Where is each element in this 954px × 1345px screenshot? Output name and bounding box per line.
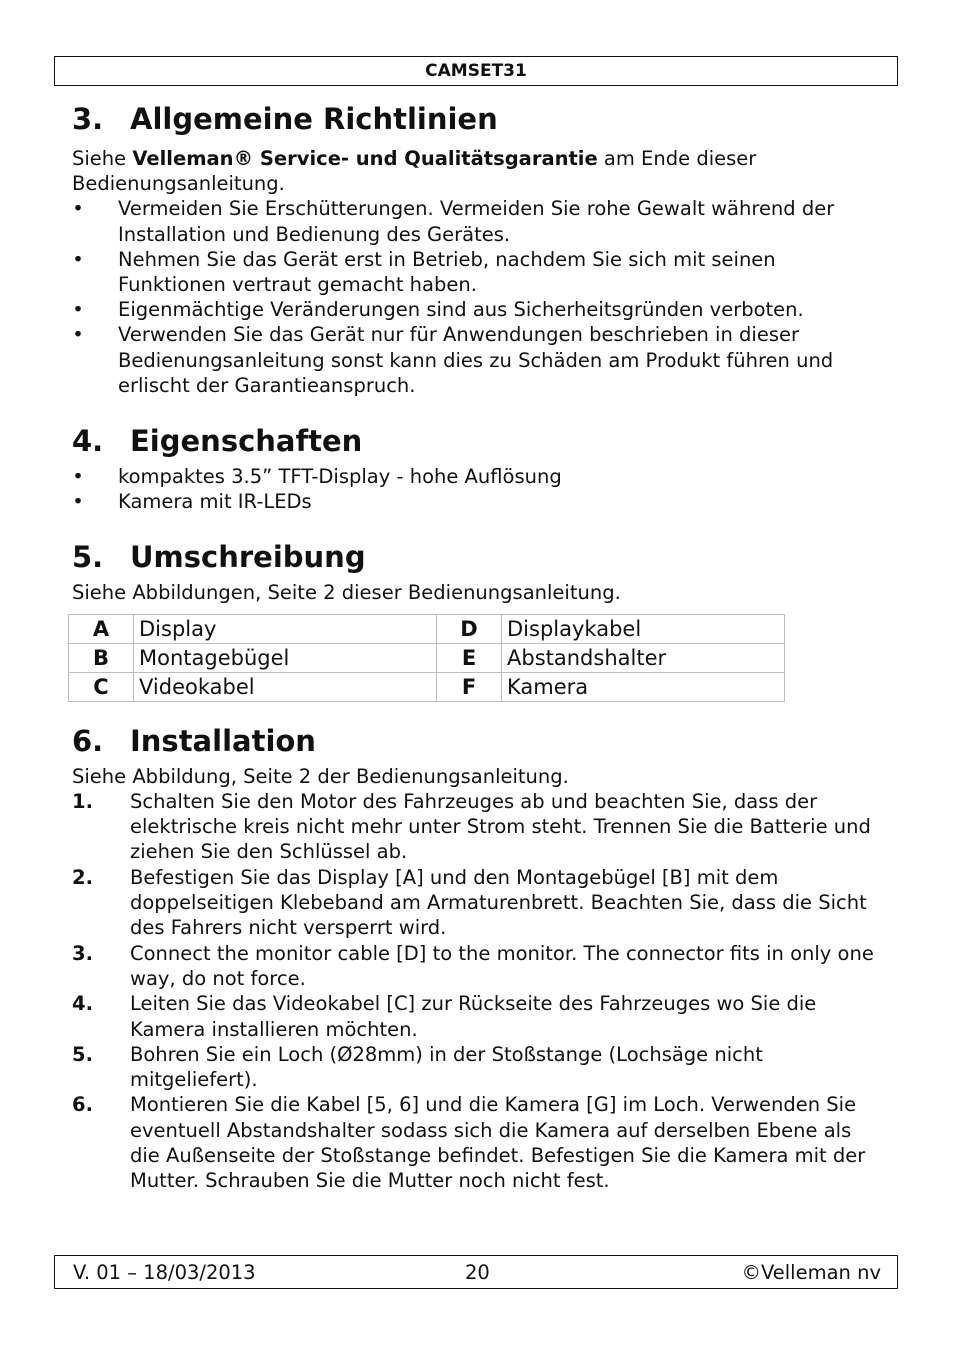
part-name: Display [134, 614, 437, 643]
part-name: Videokabel [134, 672, 437, 701]
step-number: 6. [72, 1093, 93, 1117]
copyright: ©Velleman nv [741, 1261, 881, 1284]
section-number: 3. [72, 102, 104, 136]
section-intro: Siehe Abbildung, Seite 2 der Bedienungsanleitung. [72, 764, 569, 788]
part-name: Displaykabel [502, 614, 785, 643]
section-installation [72, 720, 882, 1194]
part-name: Abstandshalter [502, 643, 785, 672]
step-text: Connect the monitor cable [D] to the monitor. The connector fits in only one way, do not force. [130, 941, 874, 990]
section-features [72, 420, 882, 514]
bullet-icon: • [72, 298, 84, 322]
section-title: Eigenschaften [130, 424, 363, 459]
feature-list [72, 464, 882, 514]
part-name: Kamera [502, 672, 785, 701]
step-number: 1. [72, 789, 93, 813]
part-letter: F [437, 672, 502, 701]
part-letter: B [69, 643, 134, 672]
list-item [72, 196, 882, 246]
page-number: 20 [465, 1261, 490, 1284]
step-item [72, 1042, 882, 1093]
section-title: Installation [130, 723, 316, 758]
section-heading [72, 720, 882, 762]
table-row [69, 643, 785, 672]
step-number: 5. [72, 1042, 93, 1066]
section-general-guidelines [72, 98, 882, 398]
list-item [72, 247, 882, 297]
guideline-list [72, 196, 882, 398]
table-row [69, 614, 785, 643]
document-footer [54, 1255, 898, 1289]
part-letter: D [437, 614, 502, 643]
list-item-text: Vermeiden Sie Erschütterungen. Vermeiden Sie rohe Gewalt während der Installation und Bedienung des Gerätes. [118, 197, 835, 246]
intro-text: am Ende dieser Bedienungsanleitung. [72, 147, 757, 196]
section-intro: Siehe Abbildungen, Seite 2 dieser Bedienungsanleitung. [72, 581, 621, 605]
warranty-reference: Velleman® Service- und Qualitätsgarantie [132, 147, 598, 170]
section-title: Allgemeine Richtlinien [130, 102, 498, 136]
section-intro [72, 146, 882, 196]
step-item [72, 991, 882, 1042]
part-name: Montagebügel [134, 643, 437, 672]
section-heading [72, 536, 882, 578]
list-item-text: Nehmen Sie das Gerät erst in Betrieb, nachdem Sie sich mit seinen Funktionen vertraut gemacht haben. [118, 247, 776, 297]
section-description [72, 536, 882, 701]
part-letter: E [437, 643, 502, 672]
section-heading [72, 98, 882, 140]
step-text: Montieren Sie die Kabel [5, 6] und die Kamera [G] im Loch. Verwenden Sie eventuell Abstandshalter sodass sich die Kamera auf derselben Ebene als die Außenseite der Stoßstange befindet. Befestigen Sie die Kamera mit der Mutter. Schrauben Sie die Mutter noch nicht fest. [130, 1093, 866, 1193]
step-text: Schalten Sie den Motor des Fahrzeuges ab und beachten Sie, dass der elektrische kreis nicht mehr unter Strom steht. Trennen Sie die Batterie und ziehen Sie den Schlüssel ab. [130, 789, 871, 864]
installation-steps [72, 789, 882, 1194]
step-item [72, 1092, 882, 1193]
section-number: 5. [72, 540, 104, 575]
bullet-icon: • [72, 247, 84, 271]
list-item [72, 297, 882, 322]
step-text: Bohren Sie ein Loch (Ø28mm) in der Stoßstange (Lochsäge nicht mitgeliefert). [130, 1042, 763, 1092]
step-text: Leiten Sie das Videokabel [C] zur Rückseite des Fahrzeuges wo Sie die Kamera installieren möchten. [130, 992, 817, 1041]
table-row [69, 672, 785, 701]
section-number: 6. [72, 723, 104, 758]
parts-table [68, 614, 785, 702]
step-text: Befestigen Sie das Display [A] und den Montagebügel [B] mit dem doppelseitigen Klebeband am Armaturenbrett. Beachten Sie, dass die Sicht des Fahrers nicht versperrt wird. [130, 865, 867, 940]
section-heading [72, 420, 882, 462]
step-number: 3. [72, 941, 93, 965]
list-item [72, 489, 882, 514]
document-title: CAMSET31 [425, 61, 527, 81]
list-item [72, 464, 882, 489]
section-title: Umschreibung [130, 540, 366, 575]
page-content [72, 98, 882, 1194]
step-item [72, 941, 882, 992]
step-item [72, 789, 882, 865]
list-item-text: Verwenden Sie das Gerät nur für Anwendungen beschrieben in dieser Bedienungsanleitung sonst kann dies zu Schäden am Produkt führen und erlischt der Garantieanspruch. [118, 323, 834, 397]
part-letter: A [69, 614, 134, 643]
section-number: 4. [72, 424, 104, 459]
list-item [72, 322, 882, 398]
step-number: 4. [72, 992, 93, 1016]
step-number: 2. [72, 865, 93, 889]
bullet-icon: • [72, 323, 84, 347]
intro-text: Siehe [72, 147, 133, 170]
list-item-text: Kamera mit IR-LEDs [118, 490, 312, 514]
list-item-text: kompaktes 3.5” TFT-Display - hohe Auflösung [118, 465, 562, 489]
version-date: V. 01 – 18/03/2013 [73, 1261, 256, 1284]
document-header [54, 56, 898, 86]
part-letter: C [69, 672, 134, 701]
step-item [72, 865, 882, 941]
bullet-icon: • [72, 490, 84, 514]
list-item-text: Eigenmächtige Veränderungen sind aus Sicherheitsgründen verboten. [118, 298, 804, 322]
bullet-icon: • [72, 465, 84, 489]
bullet-icon: • [72, 197, 84, 221]
